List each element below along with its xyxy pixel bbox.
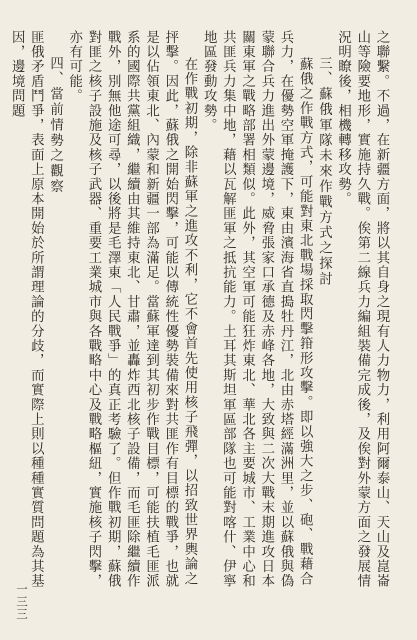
page-number: 一三三 [15,582,29,620]
paragraph-initial-phase: 在作戰初期，除非蘇軍之進攻不利，它不會首先使用核子飛彈，以招致世界輿論之抨擊。因此，蘇俄之開始閃擊，可能以傳統性優勢裝備來對共匪作有目標的戰爭，也就是以佔領東北、內蒙和新疆一部為滿足。當蘇軍達到其初步作戰目標，可能扶植毛匪派系的國際共黨組織，繼續由其維持東北、甘肅，並轟炸西北核子設備，而毛匪除繼續作戰外，別無他途可尋，以後將是毛澤東「人民戰爭」的真正考驗了。但作戰初期，蘇俄對匪之核子設施及核子武器、重要工業城市與各戰略中心及戰略樞紐，實施核子閃擊，亦有可能。 [66,30,197,589]
paragraph-blitz-attack: 蘇俄之作戰方式，可能對東北戰場採取閃擊箝形攻擊。即以強大之步、砲、戰藉合兵力，在優勢空軍掩護下，東由濱海省直搗牡丹江，北由赤塔經滿洲里，並以蘇俄與偽蒙聯合兵力進出外蒙邊境，威脅張家口承德及赤峰各地，大致與二次大戰末期進攻日本關東軍之戰略部署相類似。此外，其空軍可能狂炸東北、華北各主要城市、工業中心和共匪兵力集中地，藉以瓦解匪軍之抵抗能力。土耳其斯坦軍區部隊也可能對喀什、伊寧地區發動攻勢。 [201,30,313,589]
paragraph-sino-soviet-conflict: 匪俄矛盾鬥爭，表面上原本開始於所謂理論的分歧，而實際上則以種種實質問題為其基因，邊境問題 [9,30,44,589]
body-text [9,30,391,600]
section-heading-current-situation: 四、當前情勢之觀察 [47,56,63,195]
paragraph-xinjiang-defense: 之聯繫。不過，在新疆方面，將以其自身之現有人力物力，利用阿爾泰山、天山及崑崙山等險要地形，實施持久戰。俟第二線兵力編組裝備完成後，及俟對外蒙方面之發展情況明瞭後，相機轉移攻勢。 [335,30,389,589]
section-heading-soviet-tactics: 三、蘇俄軍隊未來作戰方式之探討 [316,56,332,287]
